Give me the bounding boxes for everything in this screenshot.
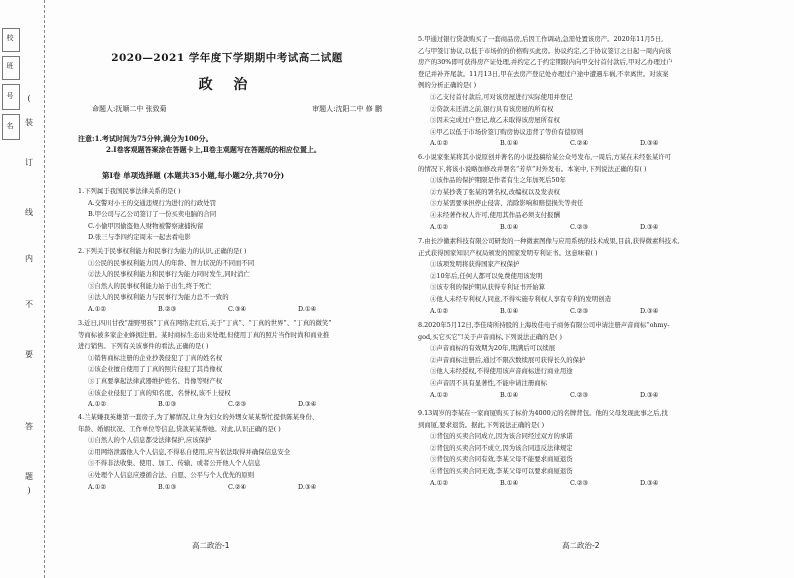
question-stem: 正式获得国家知识产权局颁发的国家发明专利证书。这意味着( ): [418, 248, 598, 257]
question-stem: 房产的30%即可获得房产证处理,并约定乙于约定期限内向甲交付首付款后,甲对乙办理过户: [418, 58, 673, 67]
statement-line: ①公民的民事权利能力因人的年龄、智力状况的不同而不同: [88, 258, 255, 267]
question-stem: 的情况下,将该小说略加修改并署名“芳草”对外发布。本案中,下列说法正确的有( ): [418, 164, 647, 173]
question-2: [78, 246, 378, 316]
statement-line: ①该项发明将获得国家产权保护: [430, 260, 520, 269]
question-8: [418, 320, 778, 401]
option-c: C.②③: [570, 478, 589, 487]
statement-line: ③他人未经授权,不得使用该声音商标进行商业用途: [430, 367, 573, 376]
answer-options: [418, 222, 778, 234]
statement-line: ②该企业擅自使用了丁真的照片侵犯了其肖像权: [88, 365, 223, 374]
answer-options: [418, 138, 778, 150]
option-c: C.②③: [570, 390, 589, 399]
statement-line: ③该专利的保护期从获得专利证书开始算: [430, 283, 546, 292]
exam-notes: [78, 133, 398, 155]
statement-line: ②声音商标注册后,通过不限次数续展可获得长久的保护: [430, 355, 586, 364]
option-a: A.①②: [430, 222, 449, 231]
dashed-text: 题: [25, 472, 33, 481]
answer-options: [418, 306, 778, 318]
exam-meta: [92, 104, 382, 114]
question-stem: 登记并补齐尾款。11月13日,甲在去房产登记处办理过户途中遭遇车祸,不幸离世。对该案: [418, 69, 669, 78]
option-a: A.①②: [430, 306, 449, 315]
option-a: A.①②: [88, 304, 107, 313]
statement-line: ④法人的民事权利能力与民事行为能力总不一致的: [88, 293, 229, 302]
statement-line: ①该作品的保护期限是作者有生之年加死后50年: [430, 176, 566, 185]
dashed-text: 装: [25, 118, 33, 127]
question-9: [418, 408, 778, 489]
question-stem: 8.2020年5月12日,李佳琦所持股的上海妆佳电子商务有限公司申请注册声音商标“ohmy-: [418, 321, 670, 329]
dashed-text: 要: [25, 350, 33, 359]
option-a: A.①②: [88, 482, 107, 491]
option-c: C.②③: [570, 222, 589, 231]
option-a: A.①②: [430, 390, 449, 399]
field-name-label: 名: [6, 122, 14, 130]
question-stem: 9.13周岁的李某在一家商厦购买了标价为4000元的名牌背包。他的父母发现此事之后,找: [418, 409, 668, 417]
field-number-label: 号: [6, 92, 14, 100]
statement-line: ①乙支付首付款后,可对该房屋进行实际使用并登记: [430, 92, 573, 101]
statement-line: ①背包的买卖合同成立,因为该合同经过双方的承诺: [430, 432, 573, 441]
statement-line: ①声音商标的有效期为20年,期满后可以续展: [430, 344, 556, 353]
statement-line: ④甲乙以低于市场价签订购房协议违背了等价有偿原则: [430, 127, 584, 136]
option-c: C.②③: [228, 400, 247, 409]
note-line: 注意:1.考试时间为75分钟,满分为100分。: [78, 134, 213, 143]
statement-line: ④未经著作权人许可,使用其作品必须支付报酬: [430, 210, 560, 219]
option-d: D.③④: [640, 222, 659, 231]
option-b: B.①④: [500, 390, 519, 399]
answer-options: [78, 304, 378, 316]
dashed-text: 答: [25, 422, 33, 431]
dashed-text: ): [27, 486, 31, 495]
question-stem: 7.由长沙徽素科技有限公司研发的一种微素图像与应用系统的技术成果,目前,获得微素科技术,: [418, 237, 680, 245]
statement-line: ④声音因不具有显著性,不能申请注册商标: [430, 378, 548, 387]
binding-margin: [0, 0, 45, 578]
option-c: C.②③: [570, 306, 589, 315]
exam-title: 2020—2021 学年度下学期期中考试高二试题: [111, 52, 343, 64]
field-school-label: 校: [6, 34, 14, 42]
option-a: A.①②: [430, 478, 449, 487]
option-line: D.张三与李四约定周末一起去看电影: [88, 233, 191, 242]
option-b: B.①③: [158, 400, 177, 409]
page-footer: 高二政治-1: [192, 541, 230, 550]
question-stem: 等商标被多家企业蜂拥注册。某时商标生态出来处理,但使用丁真的照片当作时尚和商业推: [78, 330, 330, 339]
question-stem: 5.甲通过银行贷款购买了一套商品房,后因工作调动,急需处置该房产。2020年11月5日,: [418, 35, 664, 43]
section-title: 第Ⅰ卷 单项选择题 (本题共35小题,每小题2分,共70分): [102, 171, 285, 180]
option-d: D.③④: [640, 390, 659, 399]
option-c: C.②④: [228, 482, 247, 491]
statement-line: ③因未完成过户登记,故乙未取得该房屋所有权: [430, 116, 560, 125]
answer-options: [78, 399, 398, 411]
option-c: C.③④: [228, 304, 247, 313]
question-stem: 6.小说家张某将其小说原创并著名的小说投稿给某公众号发布,一周后,方某在未经张某许可: [418, 153, 672, 161]
statement-line: ④该企业侵犯了丁真的知名度、名誉权,该不上侵权: [88, 388, 231, 397]
exam-subject: 政 治: [198, 77, 256, 93]
note-line: 2.Ⅰ卷客观题答案涂在答题卡上,Ⅱ卷主观题写在答题纸的相应位置上。: [106, 145, 321, 154]
question-stem: 4.兰某嫌我英雄第一套房子,为了解情况,让身为妇女的外甥女某某帮忙提供陈某身份、: [78, 413, 319, 421]
question-stem: 到商厦,要求退货。据此,下列说法正确的是( ): [418, 420, 545, 429]
question-4: [78, 412, 398, 493]
statement-line: ②背包的买卖合同不成立,因为该合同违反法律规定: [430, 443, 573, 452]
option-d: D.③④: [298, 400, 317, 409]
page-footer: 高二政治-2: [562, 541, 600, 550]
question-stem: 进行销售。下列有关该事件的看法,正确的是( ): [78, 342, 209, 351]
option-line: A.交警对小王的交通违规行为进行的行政处罚: [88, 198, 217, 207]
dashed-text: 线: [25, 208, 33, 217]
reviewer: 审题人:沈阳二中 修 鹏: [312, 105, 382, 113]
statement-line: ②法人的民事权利能力和民事行为能力同时发生,同时消亡: [88, 270, 250, 279]
option-a: A.①②: [88, 400, 107, 409]
statement-line: ③自然人的民事权利能力始于出生,终于死亡: [88, 281, 212, 290]
statement-line: ③丁真要拿起法律武器维护姓名、肖像等财产权: [88, 376, 223, 385]
statement-line: ②10年后,任何人都可以免费使用该发明: [430, 271, 543, 280]
option-d: D.③④: [640, 306, 659, 315]
option-b: B.①④: [500, 306, 519, 315]
answer-options: [78, 482, 398, 494]
option-d: D.③④: [640, 139, 659, 148]
field-class-label: 班: [6, 62, 14, 70]
statement-line: ①自然人的个人信息都受法律保护,应该保护: [88, 436, 212, 445]
question-5: [418, 34, 778, 150]
question-stem: 例的分析正确的是( ): [418, 81, 477, 90]
question-stem: 3.近日,四川甘孜“甜野男孩”丁真在网络走红后,关于“丁真”、“丁真的世界”、“丁真的微笑”: [78, 319, 332, 327]
option-b: B.②③: [158, 304, 177, 313]
option-b: B.①④: [500, 139, 519, 148]
answer-options: [418, 478, 778, 490]
option-b: B.①④: [500, 222, 519, 231]
statement-line: ③背包的买卖合同有效,李某父母不能要求商厦退货: [430, 455, 573, 464]
proposer: 命题人:抚顺二中 张致菊: [92, 105, 167, 113]
question-1: [78, 186, 338, 244]
question-stem: 年龄、婚姻状况、工作单位等信息,贷款某某帮她。对此,认识正确的是( ): [78, 424, 281, 433]
left-page: [52, 0, 402, 578]
question-stem: 乙与甲签订协议,以低于市场价的价格购买此房。协议约定,乙于协议签订之日起一周内向该: [418, 46, 672, 55]
option-d: D.③④: [298, 482, 317, 491]
dashed-text: 不: [25, 300, 33, 309]
statement-line: ④他人未经专利权人同意,不得实施专利权人享有专利的发明创造: [430, 294, 611, 303]
answer-options: [418, 390, 778, 402]
option-c: C.②④: [570, 139, 589, 148]
option-a: A.①②: [430, 139, 449, 148]
dashed-text: (: [27, 94, 31, 103]
question-6: [418, 152, 778, 233]
option-line: B.甲公司与乙公司签订了一份买卖电脑的合同: [88, 210, 217, 219]
option-b: B.①④: [500, 478, 519, 487]
dashed-text: 订: [25, 158, 33, 167]
statement-line: ③方某需要承担停止侵害、消除影响和赔偿损失等责任: [430, 199, 584, 208]
option-d: D.③④: [640, 478, 659, 487]
statement-line: ②贷款未还清之前,银行具有该房屋的所有权: [430, 104, 554, 113]
statement-line: ①销售商标注册的企业抄袭侵犯了丁真的姓名权: [88, 353, 223, 362]
question-stem: 1.下列属于我国民事法律关系的是( ): [78, 187, 181, 195]
statement-line: ②用网络泄露他人个人信息,不得私自使用,应当依法取得并确保信息安全: [88, 447, 291, 456]
statement-line: ②方某抄袭了张某的署名权,改编权以及发表权: [430, 187, 560, 196]
option-line: C.小偷甲因偷盗他人财物被警察逮捕拘留: [88, 221, 204, 230]
option-d: D.①④: [298, 304, 317, 313]
question-stem: god,买它买它”!关于声音商标,下列说法正确的是( ): [418, 332, 562, 341]
question-3: [78, 318, 398, 411]
dashed-text: 内: [25, 254, 33, 263]
statement-line: ④处理个人信息应遵循合法、自愿、公平与个人优先的原则: [88, 470, 255, 479]
statement-line: ④背包的买卖合同无效,李某父母可以要求商厦退货: [430, 466, 573, 475]
question-7: [418, 236, 778, 317]
option-b: B.①③: [158, 482, 177, 491]
right-page: [412, 0, 784, 578]
statement-line: ③不得非法收集、使用、加工、传输、或者公开他人个人信息: [88, 459, 261, 468]
question-stem: 2.下列关于民事权利能力和民事行为能力的认识,正确的是( ): [78, 247, 247, 255]
